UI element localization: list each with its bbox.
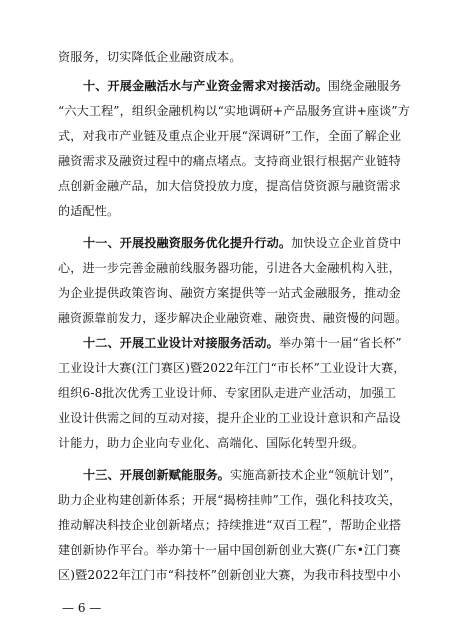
page-number: — 6 — — [62, 601, 102, 615]
paragraph-line: 资服务，切实降低企业融资成本。 — [58, 50, 242, 64]
paragraph-heading-line: 十一、开展投融资服务优化提升行动。加快设立企业首贷中 — [83, 236, 402, 250]
paragraph-line: 助力企业构建创新体系；开展“揭榜挂帅”工作，强化科技攻关， — [58, 493, 402, 507]
paragraph-line: 点创新金融产品，加大信贷投放力度，提高信贷资源与融资需求 — [58, 179, 401, 193]
section-heading-12: 十二、开展工业设计对接服务活动。 — [83, 336, 279, 350]
section-heading-13: 十三、开展创新赋能服务。 — [83, 468, 230, 482]
paragraph-line: 的适配性。 — [58, 204, 120, 218]
section-heading-11: 十一、开展投融资服务优化提升行动。 — [83, 236, 292, 250]
paragraph-line: “六大工程”，组织金融机构以“实地调研+产品服务宣讲+座谈”方 — [58, 104, 410, 118]
paragraph-line: 建创新协作平台。举办第十一届中国创新创业大赛(广东•江门赛 — [58, 543, 401, 557]
paragraph-line: 计能力，助力企业向专业化、高端化、国际化转型升级。 — [58, 436, 365, 450]
paragraph-line: 心，进一步完善金融前线服务器功能，引进各大金融机构入驻， — [58, 261, 401, 275]
paragraph-heading-line: 十、开展金融活水与产业资金需求对接活动。围绕金融服务 — [83, 79, 402, 93]
paragraph-heading-line: 十二、开展工业设计对接服务活动。举办第十一届“省长杯” — [83, 336, 402, 350]
paragraph-line: 融资源靠前发力，逐步解决企业融资难、融资贵、融资慢的问题。 — [58, 311, 408, 325]
paragraph-line: 区)暨2022年江门市“科技杯”创新创业大赛，为我市科技型中小 — [58, 568, 401, 582]
paragraph-line: 为企业提供政策咨询、融资方案提供等一站式金融服务，推动金 — [58, 286, 401, 300]
paragraph-heading-line: 十三、开展创新赋能服务。实施高新技术企业“领航计划”， — [83, 468, 402, 482]
paragraph-line: 工业设计大赛(江门赛区)暨2022年江门“市长杯”工业设计大赛， — [58, 361, 406, 375]
paragraph-line: 融资需求及融资过程中的痛点堵点。支持商业银行根据产业链特 — [58, 154, 401, 168]
paragraph-line: 推动解决科技企业创新堵点；持续推进“双百工程”，帮助企业搭 — [58, 518, 402, 532]
paragraph-line: 组织6-8批次优秀工业设计师、专家团队走进产业活动，加强工 — [58, 386, 397, 400]
paragraph-line: 式，对我市产业链及重点企业开展“深调研”工作，全面了解企业 — [58, 129, 402, 143]
section-heading-10: 十、开展金融活水与产业资金需求对接活动。 — [83, 79, 328, 93]
paragraph-line: 业设计供需之间的互动对接，提升企业的工业设计意识和产品设 — [58, 411, 401, 425]
